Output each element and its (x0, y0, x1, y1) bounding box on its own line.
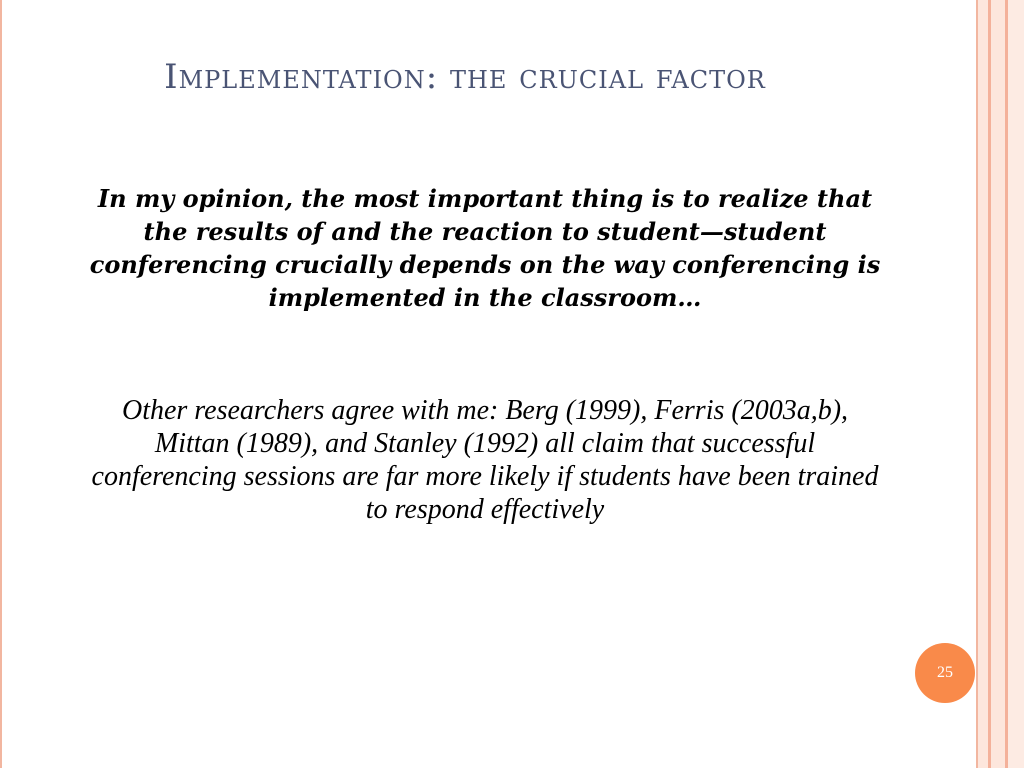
slide-title: Implementation: the crucial factor (164, 57, 766, 97)
decorative-stripe (991, 0, 1005, 768)
decorative-stripe (1008, 0, 1024, 768)
decorative-stripe (978, 0, 988, 768)
page-number-badge: 25 (915, 643, 975, 703)
opinion-paragraph: In my opinion, the most important thing is to realize that the results of and the reaction to student—student conferencing crucially depends on the way conferencing is implemented in the classroom… (89, 184, 881, 312)
researchers-paragraph: Other researchers agree with me: Berg (1999), Ferris (2003a,b), Mittan (1989), and Stanley (1992) all claim that successful conferencing sessions are far more likely if students have been trained to respond effectively (91, 395, 879, 525)
